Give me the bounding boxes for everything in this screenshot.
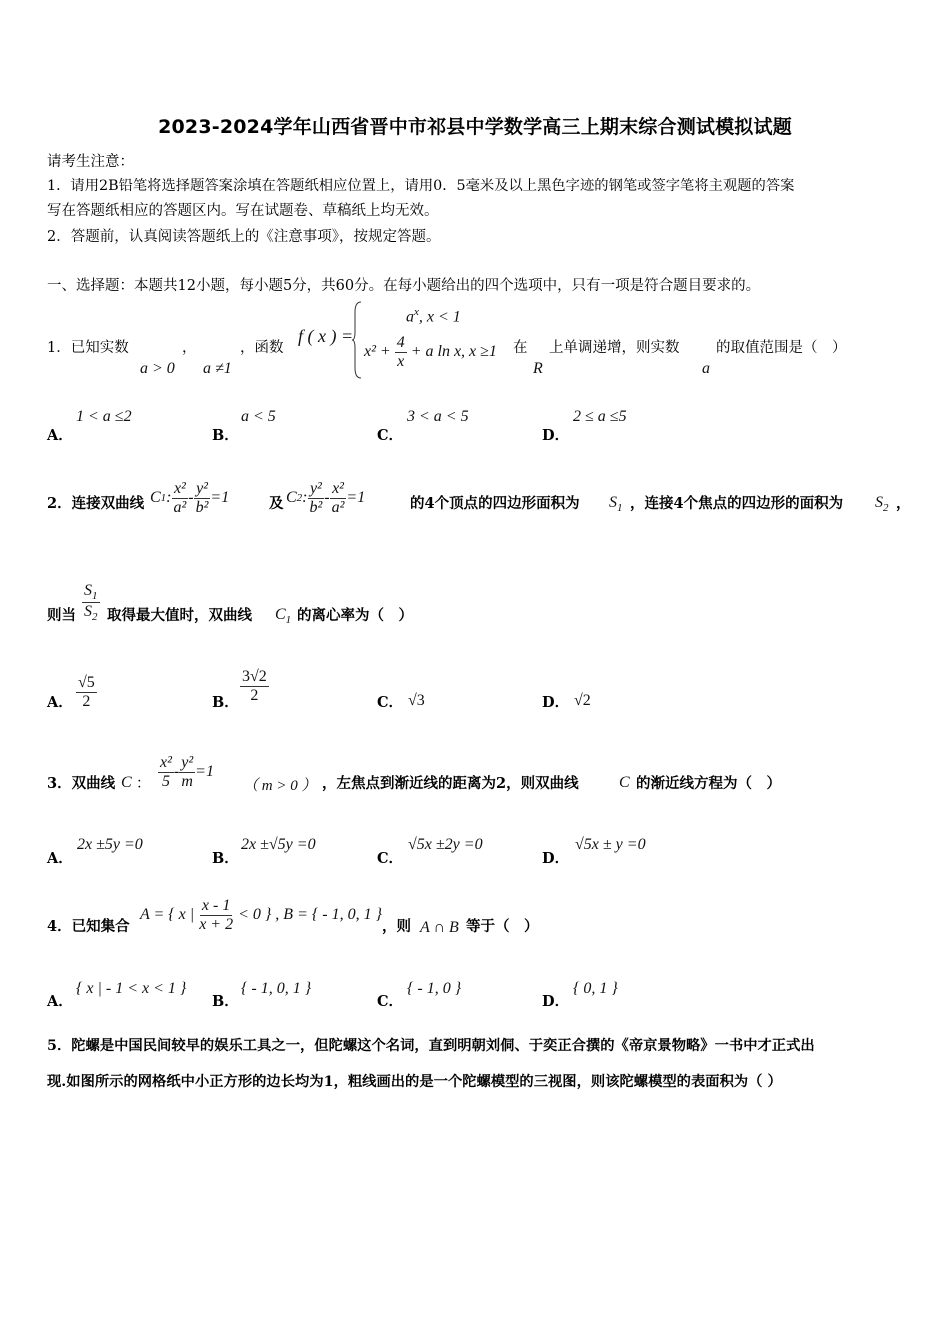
q3-tail: 的渐近线方程为（ ） — [636, 775, 781, 792]
q4-option-d-label[interactable]: D． — [542, 993, 570, 1010]
q1-mid: 在 — [513, 340, 528, 356]
q3-c-2: C — [619, 774, 630, 791]
q1-tail: 的取值范围是（ ） — [716, 340, 847, 356]
q2-option-d[interactable]: √2 — [574, 692, 591, 709]
notice-heading: 请考生注意： — [47, 154, 134, 170]
q3-option-c[interactable]: √5x ±2y =0 — [408, 836, 483, 853]
notice-line-3: 2．答题前，认真阅读答题纸上的《注意事项》，按规定答题。 — [47, 229, 441, 245]
q1-var-a: a — [702, 360, 710, 377]
q2-line2-tail: 的离心率为（ ） — [297, 607, 413, 624]
q1-option-a-label[interactable]: A． — [47, 427, 73, 444]
q1-option-d[interactable]: 2 ≤ a ≤5 — [573, 408, 627, 425]
q1-brace — [352, 300, 362, 380]
q2-mid: 的4个顶点的四边形面积为 — [410, 495, 580, 512]
q4-tail: 等于（ ） — [466, 918, 539, 935]
q1-option-a[interactable]: 1 < a ≤2 — [76, 408, 132, 425]
q3-option-b[interactable]: 2x ±√5y =0 — [241, 836, 316, 853]
q4-option-b[interactable]: { - 1, 0, 1 } — [241, 980, 312, 997]
q3-mid: ，左焦点到渐近线的距离为2，则双曲线 — [322, 775, 579, 792]
q1-prefix: 1．已知实数 — [47, 340, 129, 356]
q2-line2-prefix: 则当 — [47, 607, 76, 624]
notice-line-1: 1．请用2B铅笔将选择题答案涂填在答题纸相应位置上，请用0．5毫米及以上黑色字迹的钢笔或签字笔将主观题的答案 — [47, 178, 795, 194]
q1-option-b-label[interactable]: B． — [212, 427, 239, 444]
q2-option-c-label[interactable]: C． — [377, 694, 404, 711]
q1-cond-not-one: a ≠1 — [203, 360, 232, 377]
q1-comma: ， — [182, 340, 197, 356]
q3-equation: $\frac{\text{x²}}{5}$ - $\frac{\text{y²}}{m}$ =1 — [160, 753, 214, 790]
q1-option-c-label[interactable]: C． — [377, 427, 404, 444]
q1-comma-func: ，函数 — [240, 340, 284, 356]
notice-line-2: 写在答题纸相应的答题区内。写在试题卷、草稿纸上均无效。 — [47, 203, 439, 219]
q4-option-a-label[interactable]: A． — [47, 993, 73, 1010]
q2-line2-c1: $C_1$ — [275, 606, 292, 627]
q3-option-d[interactable]: √5x ± y =0 — [575, 836, 646, 853]
q1-option-b[interactable]: a < 5 — [241, 408, 276, 425]
q4-option-c[interactable]: { - 1, 0 } — [407, 980, 462, 997]
q2-s1: $S_1$ — [609, 494, 623, 515]
q4-option-c-label[interactable]: C． — [377, 993, 404, 1010]
q2-hyperbola-1: C 1 : $\frac{\text{x²}}{\text{a²}}$ - $\frac{\text{y²}}{\text{b²}}$ =1 — [150, 479, 230, 516]
q5-line-2: 现.如图所示的网格纸中小正方形的边长均为1，粗线画出的是一个陀螺模型的三视图，则该陀螺模型的表面积为（ ） — [47, 1074, 782, 1090]
q4-mid: ，则 — [382, 918, 411, 935]
q4-sets: A = { x | $\frac{x - 1}{x + 2}$ < 0 } , B = { - 1, 0, 1 } — [140, 896, 382, 933]
q2-line2-mid: 取得最大值时，双曲线 — [107, 607, 252, 624]
q4-option-a[interactable]: { x | - 1 < x < 1 } — [76, 980, 187, 997]
q3-condition: （ m > 0 ） — [243, 778, 317, 794]
page-title: 2023-2024学年山西省晋中市祁县中学数学高三上期末综合测试模拟试题 — [158, 116, 792, 138]
q1-option-c[interactable]: 3 < a < 5 — [407, 408, 469, 425]
q2-mid-2: ，连接4个焦点的四边形的面积为 — [630, 495, 844, 512]
q1-function: f ( x ) = — [298, 326, 354, 346]
q4-intersection: A ∩ B — [420, 919, 459, 936]
q1-cond-positive: a > 0 — [140, 360, 175, 377]
q2-option-a[interactable]: $\frac{√5}{2}$ — [78, 674, 95, 710]
q2-prefix: 2．连接双曲线 — [47, 495, 145, 512]
q2-ratio: $\frac{S_1}{S_2}$ — [84, 582, 98, 624]
q2-end: ， — [896, 495, 911, 512]
q2-s2: $S_2$ — [875, 494, 889, 515]
q4-option-b-label[interactable]: B． — [212, 993, 239, 1010]
q2-option-a-label[interactable]: A． — [47, 694, 73, 711]
q1-case-1: $a^x$, x < 1 — [406, 306, 461, 326]
q1-option-d-label[interactable]: D． — [542, 427, 570, 444]
q3-prefix: 3．双曲线 — [47, 775, 116, 792]
q3-option-a[interactable]: 2x ±5y =0 — [77, 836, 143, 853]
q3-option-b-label[interactable]: B． — [212, 850, 239, 867]
q3-option-a-label[interactable]: A． — [47, 850, 73, 867]
q2-option-d-label[interactable]: D． — [542, 694, 570, 711]
q3-colon: ： — [136, 776, 151, 792]
q2-hyperbola-2: C 2 : $\frac{\text{y²}}{\text{b²}}$ - $\frac{\text{x²}}{\text{a²}}$ =1 — [286, 479, 366, 516]
section-heading: 一、选择题：本题共12小题，每小题5分，共60分。在每小题给出的四个选项中，只有一项是符合题目要求的。 — [47, 278, 761, 294]
q2-option-b-label[interactable]: B． — [212, 694, 239, 711]
q3-option-d-label[interactable]: D． — [542, 850, 570, 867]
q3-option-c-label[interactable]: C． — [377, 850, 404, 867]
q2-and: 及 — [269, 495, 284, 512]
q3-c: C — [121, 774, 132, 791]
q1-mid-2: 上单调递增，则实数 — [549, 340, 680, 356]
q4-option-d[interactable]: { 0, 1 } — [573, 980, 618, 997]
q2-option-c[interactable]: √3 — [408, 692, 425, 709]
q2-option-b[interactable]: $\frac{3√2}{2}$ — [242, 668, 267, 704]
q1-domain-R: R — [533, 360, 543, 377]
q4-prefix: 4．已知集合 — [47, 918, 130, 935]
q5-line-1: 5．陀螺是中国民间较早的娱乐工具之一，但陀螺这个名词，直到明朝刘侗、于奕正合撰的《帝京景物略》一书中才正式出 — [47, 1038, 815, 1054]
q1-case-2: x² + $\frac{4}{x}$ + a ln x, x ≥1 — [364, 334, 497, 370]
